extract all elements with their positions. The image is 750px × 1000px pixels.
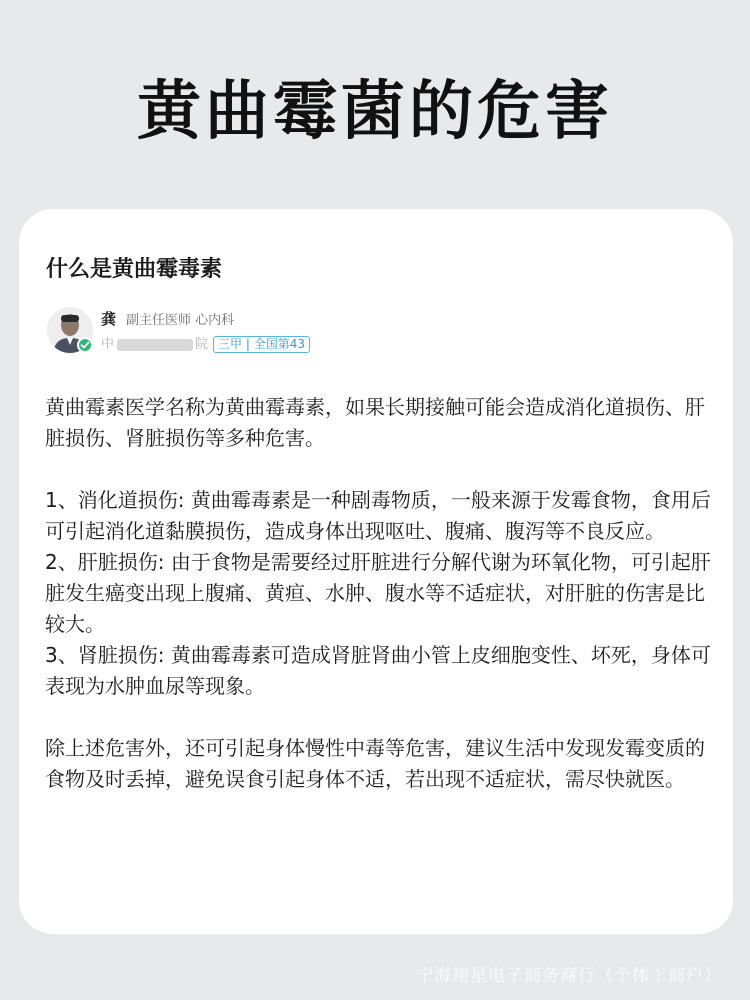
doctor-info xyxy=(101,309,234,331)
paragraph-gap xyxy=(45,702,713,733)
article-title: 什么是黄曲霉毒素 xyxy=(46,257,223,282)
article-body xyxy=(45,392,713,795)
advice-paragraph: 除上述危害外，还可引起身体慢性中毒等危害，建议生活中发现发霉变质的食物及时丢掉，避免误食引起身体不适，若出现不适症状，需尽快就医。 xyxy=(45,736,705,791)
liver-damage-paragraph: 2、肝脏损伤: 由于食物是需要经过肝脏进行分解代谢为环氧化物，可引起肝脏发生癌变出现上腹痛、黄疸、水肿、腹水等不适症状，对肝脏的伤害是比较大。 xyxy=(45,550,711,636)
hospital-name-blurred xyxy=(117,339,193,351)
hospital-rank-badge: 三甲 | 全国第43 xyxy=(213,336,310,353)
verified-check-icon xyxy=(77,337,93,353)
digestive-damage-paragraph: 1、消化道损伤: 黄曲霉毒素是一种剧毒物质，一般来源于发霉食物，食用后可引起消化道黏膜损伤，造成身体出现呕吐、腹痛、腹泻等不良反应。 xyxy=(45,488,711,543)
hospital-name-end: 院 xyxy=(195,337,210,352)
intro-paragraph: 黄曲霉素医学名称为黄曲霉毒素，如果长期接触可能会造成消化道损伤、肝脏损伤、肾脏损伤等多种危害。 xyxy=(45,395,705,450)
paragraph-gap xyxy=(45,454,713,485)
doctor-role: 副主任医师 心内科 xyxy=(126,313,235,328)
hospital-info xyxy=(101,335,310,355)
watermark: 宁海翊星电子商务商行（个体工商户） xyxy=(416,966,722,986)
article-card xyxy=(19,209,733,934)
doctor-name[interactable]: 龚 xyxy=(101,310,117,328)
hospital-name-start: 中 xyxy=(101,337,116,352)
kidney-damage-paragraph: 3、肾脏损伤: 黄曲霉毒素可造成肾脏肾曲小管上皮细胞变性、坏死，身体可表现为水肿血尿等现象。 xyxy=(45,643,711,698)
poster-title: 黄曲霉菌的危害 xyxy=(137,75,613,149)
